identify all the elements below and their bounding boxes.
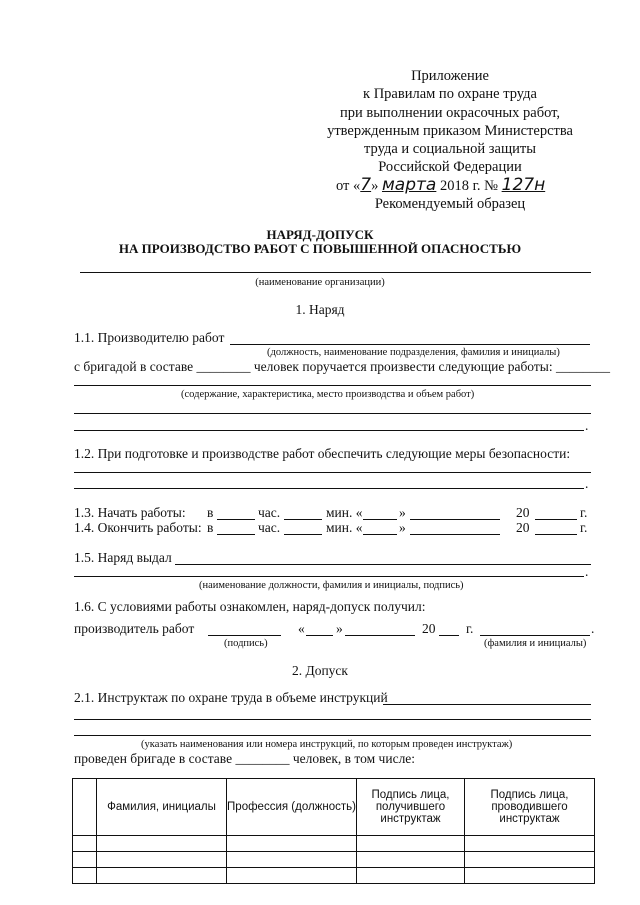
- table-cell[interactable]: [227, 868, 357, 884]
- name-caption: (фамилия и инициалы): [484, 638, 587, 649]
- p14-hour-field[interactable]: [217, 534, 255, 535]
- date-year: 2018 г. №: [439, 178, 498, 194]
- header-line-rules: к Правилам по охране труда: [363, 86, 537, 102]
- performer-line[interactable]: [230, 344, 590, 345]
- sign-caption: (подпись): [224, 638, 268, 649]
- table-row: [73, 852, 595, 868]
- work-line-dot: .: [585, 418, 589, 433]
- brigade-briefing: проведен бригаде в составе ________ человек, в том числе:: [74, 751, 416, 766]
- p21-label: 2.1. Инструктаж по охране труда в объеме инструкций: [74, 690, 388, 705]
- table-cell[interactable]: [465, 852, 595, 868]
- p13-year-field[interactable]: [535, 519, 577, 520]
- col-header-name: Фамилия, инициалы: [97, 779, 227, 836]
- p13-minute-unit: мин. «: [326, 505, 363, 520]
- p14-year-g: г.: [580, 520, 588, 535]
- date-mid: »: [371, 178, 379, 194]
- safety-line-dot: .: [585, 476, 589, 491]
- p14-label: 1.4. Окончить работы:: [74, 520, 202, 535]
- table-cell[interactable]: [97, 836, 227, 852]
- p13-hour-field[interactable]: [217, 519, 255, 520]
- date-month-handwritten: марта: [381, 175, 437, 195]
- date-day-handwritten: 7: [360, 175, 372, 195]
- table-cell[interactable]: [465, 868, 595, 884]
- org-caption: (наименование организации): [255, 277, 385, 288]
- p13-hour-unit: час.: [258, 505, 281, 520]
- sig-open-quote: «: [298, 621, 305, 636]
- table-row: [73, 836, 595, 852]
- p13-label: 1.3. Начать работы:: [74, 505, 186, 520]
- doc-subtitle: НА ПРОИЗВОДСТВО РАБОТ С ПОВЫШЕННОЙ ОПАСНОСТЬЮ: [118, 241, 522, 256]
- instructions-line-3[interactable]: [74, 735, 591, 736]
- col-header-received-signature: Подпись лица, получившего инструктаж: [357, 779, 465, 836]
- table-cell[interactable]: [227, 836, 357, 852]
- table-cell[interactable]: [73, 836, 97, 852]
- work-line-3[interactable]: [74, 430, 584, 431]
- col-header-conducted-signature: Подпись лица, проводившего инструктаж: [465, 779, 595, 836]
- table-cell[interactable]: [227, 852, 357, 868]
- header-line-ministry: труда и социальной защиты: [364, 141, 536, 157]
- section1-title: 1. Наряд: [295, 302, 345, 317]
- p14-v: в: [207, 520, 214, 535]
- date-prefix: от «: [336, 178, 361, 194]
- work-caption: (содержание, характеристика, место производства и объем работ): [181, 389, 475, 400]
- sig-year-g: г.: [466, 621, 474, 636]
- p13-v: в: [207, 505, 214, 520]
- p13-minute-field[interactable]: [284, 519, 322, 520]
- p13-month-field[interactable]: [410, 519, 500, 520]
- header-line-painting: при выполнении окрасочных работ,: [339, 105, 561, 121]
- table-cell[interactable]: [73, 868, 97, 884]
- p13-year-prefix: 20: [516, 505, 530, 520]
- p14-close-quote: »: [399, 520, 406, 535]
- p16-acknowledgment: 1.6. С условиями работы ознакомлен, наряд-допуск получил:: [74, 599, 426, 614]
- p13-close-quote: »: [399, 505, 406, 520]
- p13-year-g: г.: [580, 505, 588, 520]
- p14-month-field[interactable]: [410, 534, 500, 535]
- org-name-line[interactable]: [80, 272, 591, 273]
- recommended-sample: Рекомендуемый образец: [374, 196, 526, 212]
- performer-label: производитель работ: [74, 621, 195, 636]
- p11-label: 1.1. Производителю работ: [74, 330, 225, 345]
- sig-year-field[interactable]: [439, 635, 459, 636]
- table-row: [73, 868, 595, 884]
- table-cell[interactable]: [73, 852, 97, 868]
- p14-hour-unit: час.: [258, 520, 281, 535]
- issuer-line-1[interactable]: [175, 564, 591, 565]
- p14-year-prefix: 20: [516, 520, 530, 535]
- section2-title: 2. Допуск: [292, 663, 348, 678]
- performer-name-dot: .: [591, 621, 595, 636]
- safety-line-1[interactable]: [74, 472, 591, 473]
- p15-caption: (наименование должности, фамилия и инициалы, подпись): [199, 580, 464, 591]
- col-header-profession: Профессия (должность): [227, 779, 357, 836]
- header-line-federation: Российской Федерации: [378, 159, 522, 175]
- doc-title: НАРЯД-ДОПУСК: [266, 227, 374, 242]
- table-cell[interactable]: [357, 836, 465, 852]
- briefing-table: [72, 778, 595, 884]
- sig-day-field[interactable]: [306, 635, 333, 636]
- brigade-assignment: с бригадой в составе ________ человек поручается произвести следующие работы: ________: [74, 359, 610, 374]
- work-line-2[interactable]: [74, 413, 591, 414]
- table-cell[interactable]: [97, 852, 227, 868]
- instr-caption: (указать наименования или номера инструкций, по которым проведен инструктаж): [141, 739, 513, 750]
- table-header-row: [73, 779, 595, 836]
- issuer-line-2[interactable]: [74, 576, 584, 577]
- performer-name-field[interactable]: [480, 635, 590, 636]
- performer-signature-field[interactable]: [208, 635, 281, 636]
- header-line-appendix: Приложение: [411, 68, 489, 84]
- table-cell[interactable]: [465, 836, 595, 852]
- table-cell[interactable]: [357, 868, 465, 884]
- p14-year-field[interactable]: [535, 534, 577, 535]
- work-line-1[interactable]: [74, 385, 591, 386]
- table-cell[interactable]: [357, 852, 465, 868]
- issuer-line-dot: .: [585, 564, 589, 579]
- header-date-line: [336, 177, 545, 194]
- p15-label: 1.5. Наряд выдал: [74, 550, 172, 565]
- p13-day-field[interactable]: [363, 519, 397, 520]
- date-number-handwritten: 127н: [501, 175, 546, 195]
- col-header-number: [73, 779, 97, 836]
- p14-minute-unit: мин. «: [326, 520, 363, 535]
- sig-close-quote: »: [336, 621, 343, 636]
- sig-month-field[interactable]: [345, 635, 415, 636]
- header-line-order: утвержденным приказом Министерства: [327, 123, 573, 139]
- p14-day-field[interactable]: [363, 534, 397, 535]
- sig-year-prefix: 20: [422, 621, 436, 636]
- p11-caption: (должность, наименование подразделения, фамилия и инициалы): [267, 347, 560, 358]
- safety-line-2[interactable]: [74, 488, 584, 489]
- table-cell[interactable]: [97, 868, 227, 884]
- p14-minute-field[interactable]: [284, 534, 322, 535]
- instructions-line-1[interactable]: [383, 704, 591, 705]
- p12-safety-measures: 1.2. При подготовке и производстве работ обеспечить следующие меры безопасности:: [74, 446, 571, 461]
- instructions-line-2[interactable]: [74, 719, 591, 720]
